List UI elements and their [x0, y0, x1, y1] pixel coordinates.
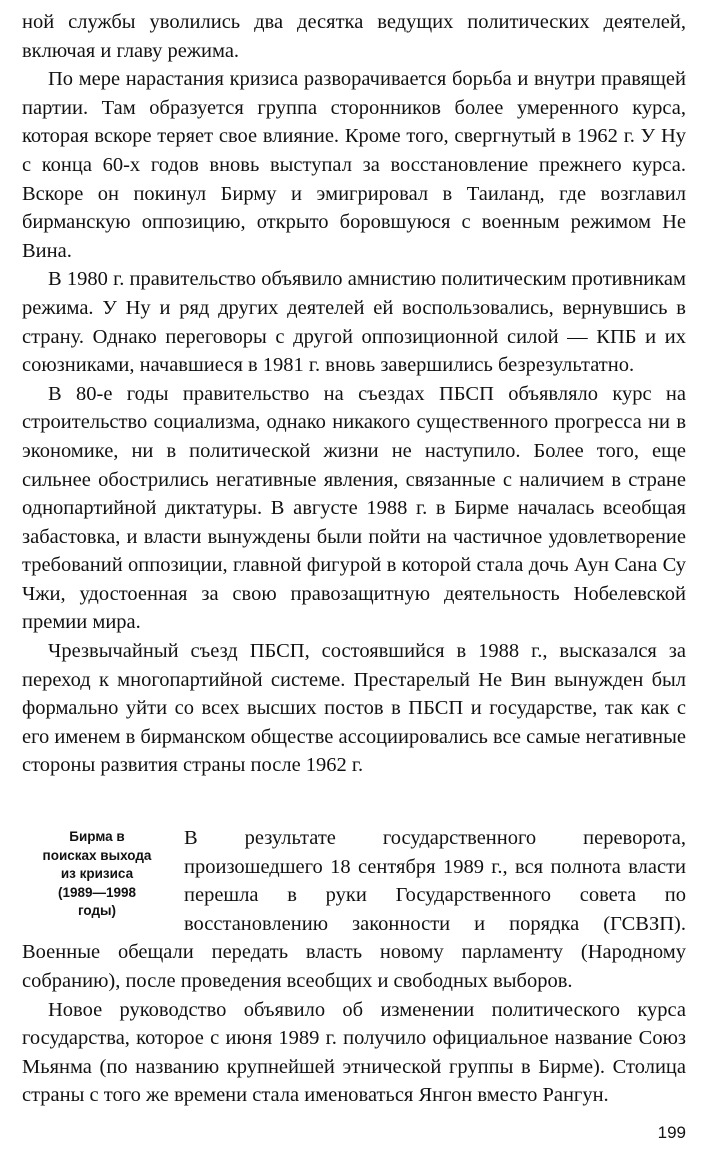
side-heading-line: (1989—1998: [57, 884, 137, 900]
side-heading-line: поисках выхода: [42, 847, 152, 863]
paragraph-3: В 1980 г. правительство объявило амнистию политическим противникам режима. У Ну и ряд других деятелей ей воспользовались, вернувшись в страну. Однако переговоры с другой оппозиционной силой — КПБ и их союзниками, начавшиеся в 1981 г. вновь завершились безрезультатно.: [22, 268, 686, 377]
paragraph-5: Чрезвычайный съезд ПБСП, состоявшийся в 1988 г., высказался за переход к многопартийной системе. Престарелый Не Вин вынужден был формально уйти со всех высших постов в ПБСП и государстве, так как с его именем в бирманском обществе ассоциировались все самые негативные стороны развития страны после 1962 г.: [22, 640, 686, 777]
section-paragraph: В результате государственного переворота, произошедшего 18 сентября 1989 г., вся полнота власти перешла в руки Государственного совета по восстановлению законности и порядка (ГСВЗП). Военные обещали передать власть новому парламенту (Народному собранию), после проведения всеобщих и свободных выборов.: [22, 827, 686, 992]
final-paragraph: Новое руководство объявило об изменении политического курса государства, которое с июня 1989 г. получило официальное название Союз Мьянма (по названию крупнейшей этнической группы в Бирме). Столица страны с того же времени стала именоваться Янгон вместо Рангун.: [22, 998, 686, 1107]
side-heading-line: из кризиса: [60, 866, 134, 882]
side-heading-line: Бирма в: [69, 829, 125, 845]
paragraph-1: ной службы уволились два десятка ведущих политических деятелей, включая и главу режима.: [22, 11, 686, 62]
paragraph-2: По мере нарастания кризиса разворачивается борьба и внутри правящей партии. Там образуется группа сторонников более умеренного курса, которая вскоре теряет свое влияние. Кроме того, свергнутый в 1962 г. У Ну с конца 60-х годов вновь выступал за восстановление прежнего курса. Вскоре он покинул Бирму и эмигрировал в Таиланд, где возглавил бирманскую оппозицию, открыто боровшуюся с военным режимом Не Вина.: [22, 68, 686, 262]
page-body: [22, 8, 686, 1110]
page-number: 199: [657, 1123, 686, 1142]
side-heading: [22, 828, 172, 921]
section-gap: [22, 780, 686, 824]
side-heading-line: годы): [77, 903, 117, 919]
section-block: [22, 824, 686, 996]
paragraph-4: В 80-е годы правительство на съездах ПБСП объявляло курс на строительство социализма, однако никакого существенного прогресса ни в экономике, ни в политической жизни не наступило. Более того, еще сильнее обострились негативные явления, связанные с наличием в стране однопартийной диктатуры. В августе 1988 г. в Бирме началась всеобщая забастовка, и власти вынуждены были пойти на частичное удовлетворение требований оппозиции, главной фигурой в которой стала дочь Аун Сана Су Чжи, удостоенная за свою правозащитную деятельность Нобелевской премии мира.: [22, 382, 686, 634]
